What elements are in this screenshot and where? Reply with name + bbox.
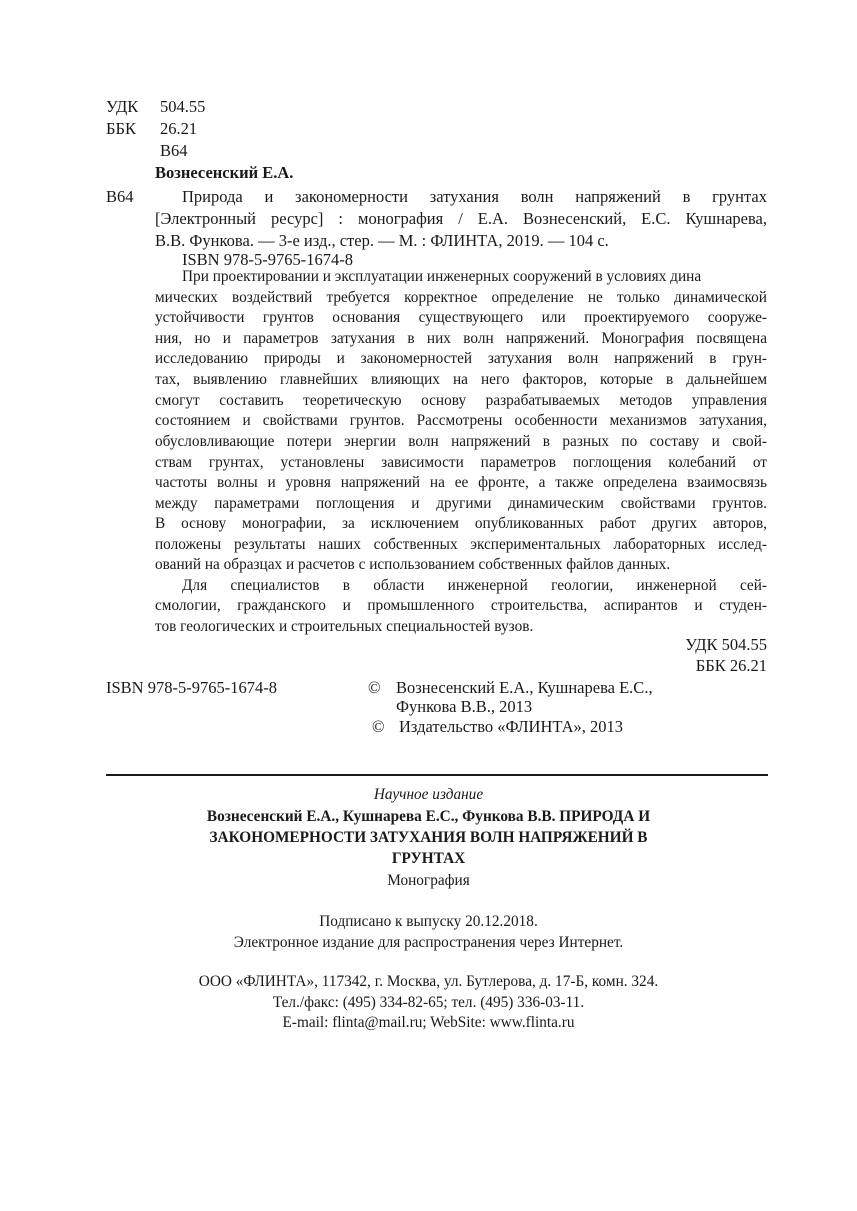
imprint-genre: Монография: [387, 872, 470, 889]
abstract-line: ствам грунтах, установлены зависимости параметров поглощения колебаний от: [155, 454, 767, 471]
author-heading: Вознесенский Е.А.: [155, 163, 294, 182]
copyright-symbol: ©: [372, 717, 385, 736]
udk-value: 504.55: [160, 97, 206, 116]
abstract-line: В основу монографии, за исключением опубликованных работ других авторов,: [155, 515, 767, 532]
record-mark: В64: [106, 187, 134, 206]
imprint-title-line: ЗАКОНОМЕРНОСТИ ЗАТУХАНИЯ ВОЛН НАПРЯЖЕНИЙ В: [209, 829, 648, 846]
imprint-contacts: E-mail: flinta@mail.ru; WebSite: www.flinta.ru: [282, 1014, 575, 1031]
isbn-footer: ISBN 978-5-9765-1674-8: [106, 678, 277, 697]
abstract-line: исследованию природы и закономерностей затухания волн напряжений в грун-: [155, 350, 767, 367]
copyright-symbol: ©: [368, 678, 381, 697]
imprint-phones: Тел./факс: (495) 334-82-65; тел. (495) 336-03-11.: [272, 994, 585, 1011]
abstract-line: тах, выявлению главнейших влияющих на него факторов, которые в дальнейшем: [155, 371, 767, 388]
record-isbn: ISBN 978-5-9765-1674-8: [182, 250, 353, 269]
imprint-electronic: Электронное издание для распространения через Интернет.: [233, 934, 624, 951]
abstract-line: обусловливающие потери энергии волн напряжений в разных по составу и свой-: [155, 433, 767, 450]
audience-line: Для специалистов в области инженерной геологии, инженерной сей-: [182, 577, 767, 594]
imprint-signed: Подписано к выпуску 20.12.2018.: [319, 913, 538, 930]
copyright-authors-cont: Функова В.В., 2013: [396, 697, 533, 716]
imprint-title-line: ГРУНТАХ: [391, 850, 466, 867]
audience-line: тов геологических и строительных специальностей вузов.: [155, 618, 534, 635]
bbk-value: 26.21: [160, 119, 198, 138]
copyright-publisher: Издательство «ФЛИНТА», 2013: [399, 717, 624, 736]
abstract-line: При проектировании и эксплуатации инженерных сооружений в условиях дина: [182, 268, 702, 285]
copyright-authors: Вознесенский Е.А., Кушнарева Е.С.,: [396, 678, 653, 697]
abstract-line: устойчивости грунтов основания существующего или проектируемого сооруже-: [155, 309, 767, 326]
udk-label: УДК: [106, 97, 139, 116]
record-line: В.В. Функова. — 3-е изд., стер. — М. : ФЛИНТА, 2019. — 104 с.: [155, 231, 609, 250]
divider-line: [106, 774, 768, 776]
bbk-label: ББК: [106, 119, 136, 138]
imprint-address: ООО «ФЛИНТА», 117342, г. Москва, ул. Бутлерова, д. 17-Б, комн. 324.: [198, 973, 659, 990]
edition-type: Научное издание: [373, 786, 484, 803]
abstract-line: состоянием и свойствами грунтов. Рассмотрены особенности механизмов затухания,: [155, 412, 767, 429]
abstract-line: мических воздействий требуется корректное определение не только динамической: [155, 289, 767, 306]
record-line: [Электронный ресурс] : монография / Е.А. Вознесенский, Е.С. Кушнарева,: [155, 209, 767, 228]
imprint-title-line: Вознесенский Е.А., Кушнарева Е.С., Функова В.В. ПРИРОДА И: [206, 808, 651, 825]
right-udk: УДК 504.55: [685, 635, 767, 654]
abstract-line: положены результаты наших собственных экспериментальных лабораторных исслед-: [155, 536, 767, 553]
abstract-line: между параметрами поглощения и другими динамическим свойствами грунтов.: [155, 495, 767, 512]
record-line: Природа и закономерности затухания волн напряжений в грунтах: [182, 187, 767, 206]
abstract-line: смогут составить теоретическую основу разрабатываемых методов управления: [155, 392, 767, 409]
right-bbk: ББК 26.21: [695, 656, 767, 675]
author-mark: В64: [160, 141, 188, 160]
audience-line: смологии, гражданского и промышленного строительства, аспирантов и студен-: [155, 597, 767, 614]
abstract-line: ований на образцах и расчетов с использованием собственных файлов данных.: [155, 556, 671, 573]
abstract-line: ния, но и параметров затухания в них волн напряжений. Монография посвящена: [155, 330, 767, 347]
abstract-line: частоты волны и уровня напряжений на ее фронте, а также определена взаимосвязь: [155, 474, 767, 491]
